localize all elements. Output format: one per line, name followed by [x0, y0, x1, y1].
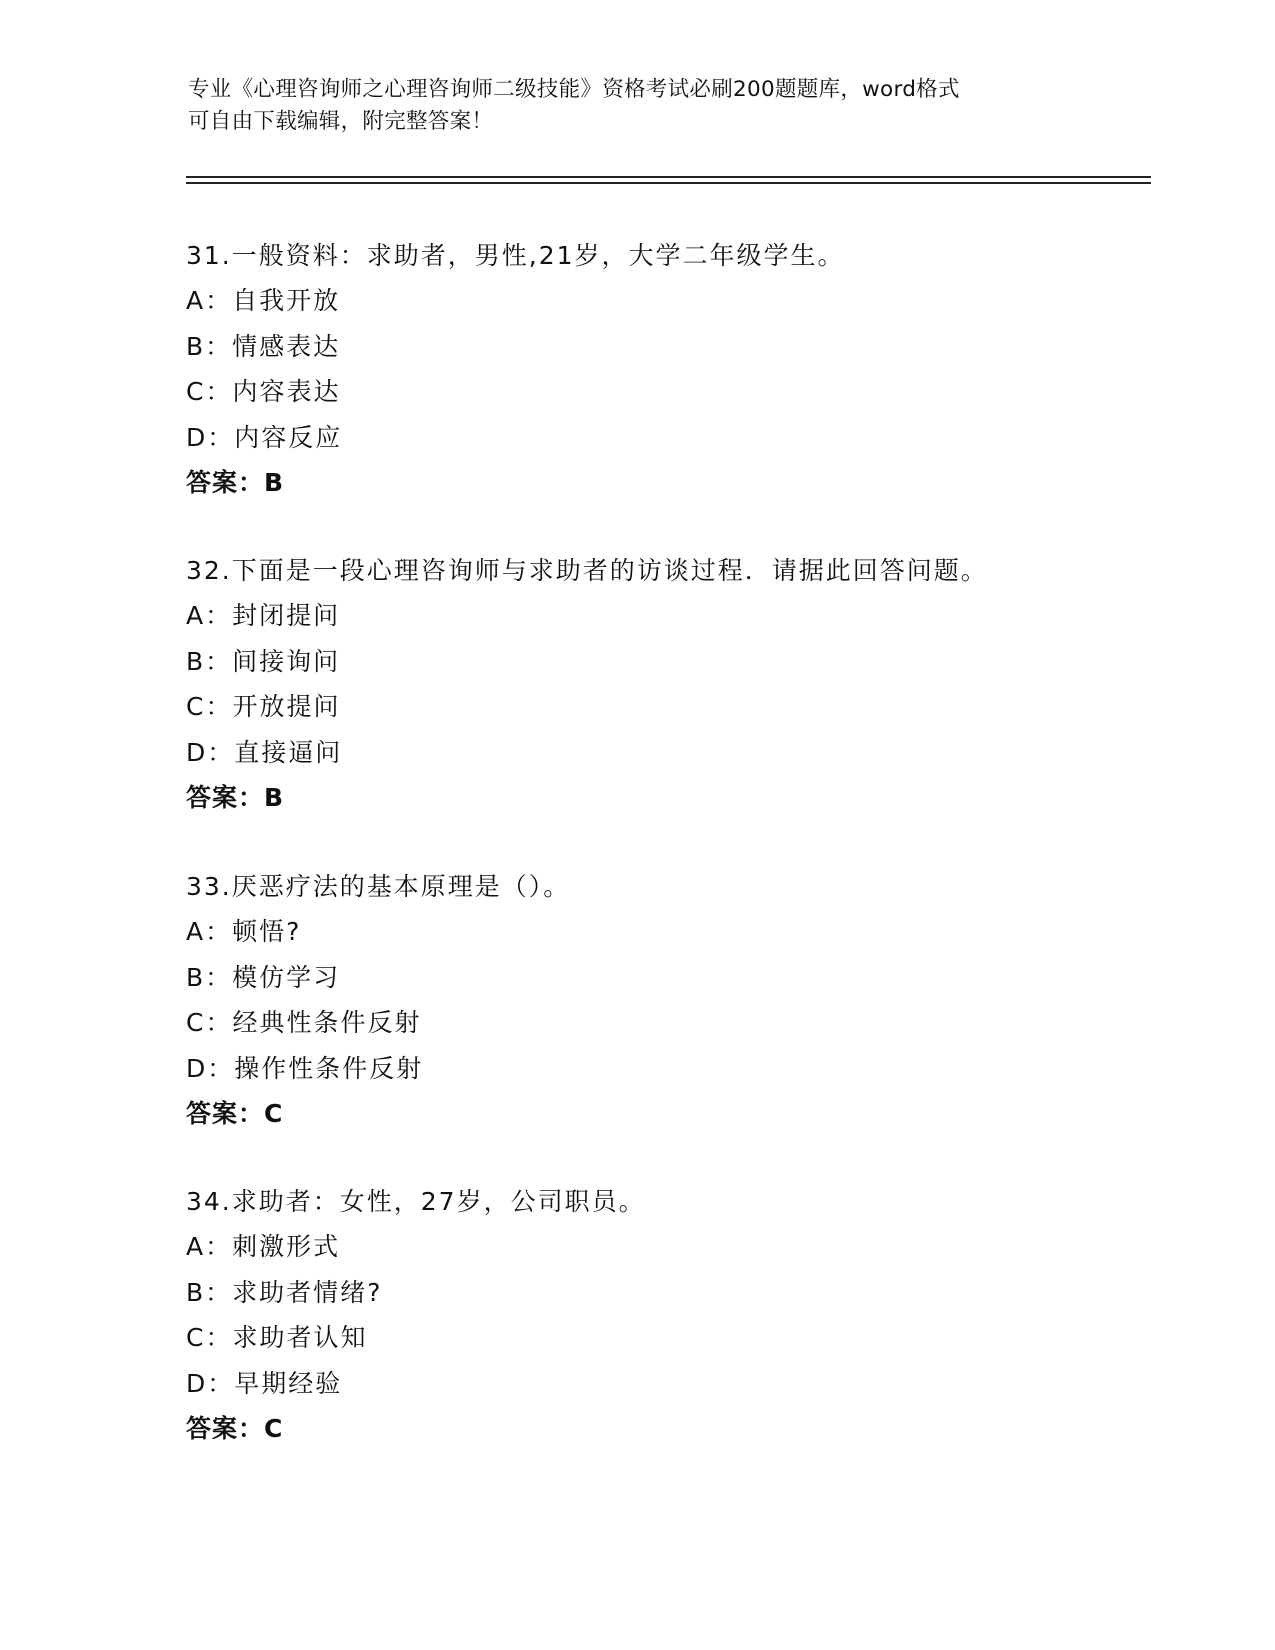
question-34 [186, 1179, 1126, 1451]
question-stem: 32.下面是一段心理咨询师与求助者的访谈过程．请据此回答问题。 [186, 556, 988, 585]
option-a: A：顿悟? [186, 917, 302, 947]
option-a: A：自我开放 [186, 286, 341, 316]
question-32 [186, 548, 1126, 820]
header-line-1: 专业《心理咨询师之心理咨询师二级技能》资格考试必刷200题题库，word格式 [188, 77, 960, 102]
question-stem: 33.厌恶疗法的基本原理是（）。 [186, 872, 571, 901]
answer: 答案：C [186, 1413, 284, 1443]
option-b: B：情感表达 [186, 331, 341, 361]
option-b: B：模仿学习 [186, 962, 341, 992]
header-divider-top [186, 176, 1151, 178]
answer: 答案：B [186, 782, 285, 812]
option-a: A：刺激形式 [186, 1232, 341, 1262]
option-b: B：间接询问 [186, 646, 341, 676]
header-line-2: 可自由下载编辑，附完整答案！ [188, 109, 494, 134]
option-d: D：内容反应 [186, 422, 343, 452]
option-c: C：求助者认知 [186, 1323, 368, 1353]
header-divider-bottom [186, 182, 1151, 184]
option-d: D：操作性条件反射 [186, 1053, 424, 1083]
option-a: A：封闭提问 [186, 601, 341, 631]
question-31 [186, 233, 1126, 505]
question-stem: 34.求助者：女性，27岁，公司职员。 [186, 1187, 646, 1216]
option-d: D：直接逼问 [186, 737, 343, 767]
answer: 答案：B [186, 467, 285, 497]
question-stem: 31.一般资料：求助者，男性,21岁，大学二年级学生。 [186, 241, 845, 270]
option-b: B：求助者情绪? [186, 1277, 383, 1307]
option-c: C：开放提问 [186, 692, 341, 722]
option-d: D：早期经验 [186, 1368, 343, 1398]
document-header [188, 74, 1068, 138]
question-33 [186, 864, 1126, 1136]
answer: 答案：C [186, 1098, 284, 1128]
option-c: C：经典性条件反射 [186, 1008, 422, 1038]
option-c: C：内容表达 [186, 377, 341, 407]
